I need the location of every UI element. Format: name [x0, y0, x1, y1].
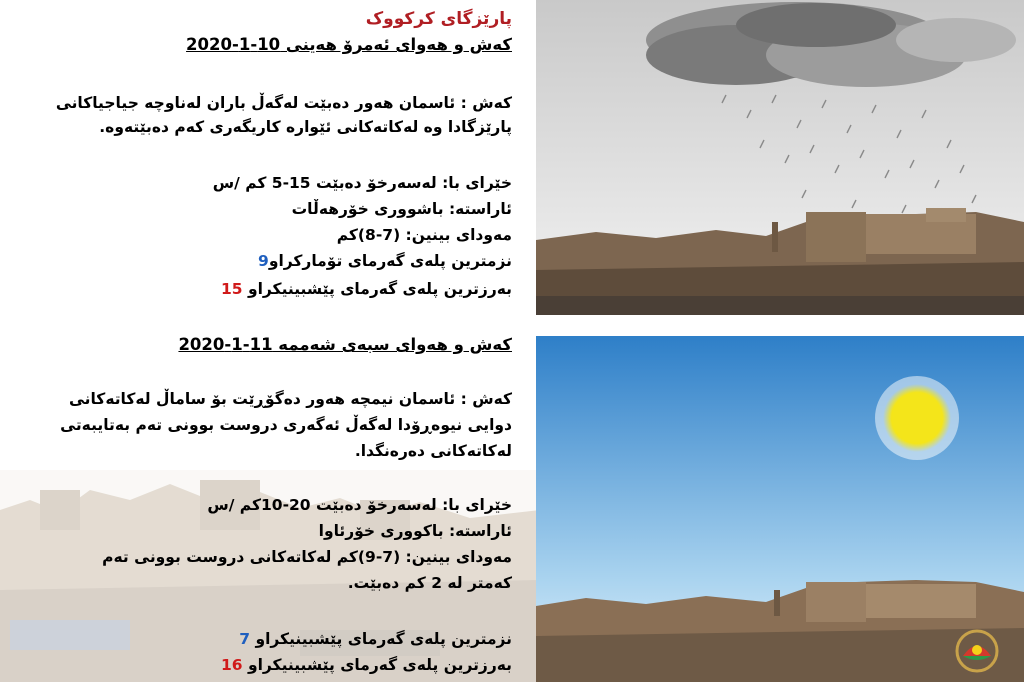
day2-min-temp: [239, 628, 512, 650]
day1-direction: ئاراستە: باشووری خۆرهەڵات: [291, 200, 512, 218]
forecast-text: [20, 0, 512, 682]
day1-min-label: نزمترین پلەی گەرمای تۆمارکراو: [268, 252, 512, 270]
day2-max-temp: [221, 654, 512, 676]
day2-wind: خێرای با: لەسەرخۆ دەبێت 20-10کم /س: [207, 496, 512, 514]
day1-max-value: 15: [220, 280, 243, 298]
day1-max-temp: [221, 278, 512, 300]
day1-visibility: مەودای بینین: (7-8)کم: [336, 226, 512, 244]
sun-icon: [875, 376, 959, 460]
day1-desc-line1: کەش : ئاسمان هەور دەبێت لەگەڵ باران لەناوچە جیاجیاکانی: [55, 94, 512, 112]
day2-direction: ئاراستە: باکووری خۆرئاوا: [318, 522, 512, 540]
day2-visibility-line2: کەمتر لە 2 کم دەبێت.: [347, 574, 512, 592]
day2-desc-line1: کەش : ئاسمان نیمچە هەور دەگۆڕێت بۆ ساماڵ لەکاتەکانی: [68, 390, 512, 408]
cloudy-rain-citadel-photo: [536, 0, 1024, 315]
day1-desc-line2: پارێزگادا وە لەکاتەکانی ئێوارە کاریگەری کەم دەبێتەوە.: [99, 118, 512, 136]
day1-heading: کەش و هەوای ئەمرۆ هەینی 10-1-2020: [186, 35, 512, 54]
day1-min-value: 9: [258, 252, 269, 270]
day1-min-temp: [258, 250, 512, 272]
day2-max-value: 16: [220, 656, 243, 674]
day2-min-value: 7: [239, 630, 251, 648]
day2-desc-line2: دوایی نیوەڕۆدا لەگەڵ ئەگەری دروست بوونی تەم بەتایبەتی: [60, 416, 512, 434]
day1-wind: خێرای با: لەسەرخۆ دەبێت 15-5 کم /س: [212, 174, 512, 192]
day2-desc-line3: لەکاتەکانی دەرەنگدا.: [354, 442, 512, 460]
province-title: پارێزگای کرکووک: [365, 9, 512, 29]
day1-max-label: بەرزترین پلەی گەرمای پێشبینیکراو: [247, 280, 512, 298]
day2-min-label: نزمترین پلەی گەرمای پێشبینیکراو: [255, 630, 512, 648]
day2-visibility-line1: مەودای بینین: (7-9)کم لەکاتەکانی دروست بوونی تەم: [102, 548, 512, 566]
logo-icon: [945, 628, 1009, 674]
day2-heading: کەش و هەوای سبەی شەممە 11-1-2020: [178, 335, 512, 354]
day2-max-label: بەرزترین پلەی گەرمای پێشبینیکراو: [247, 656, 512, 674]
